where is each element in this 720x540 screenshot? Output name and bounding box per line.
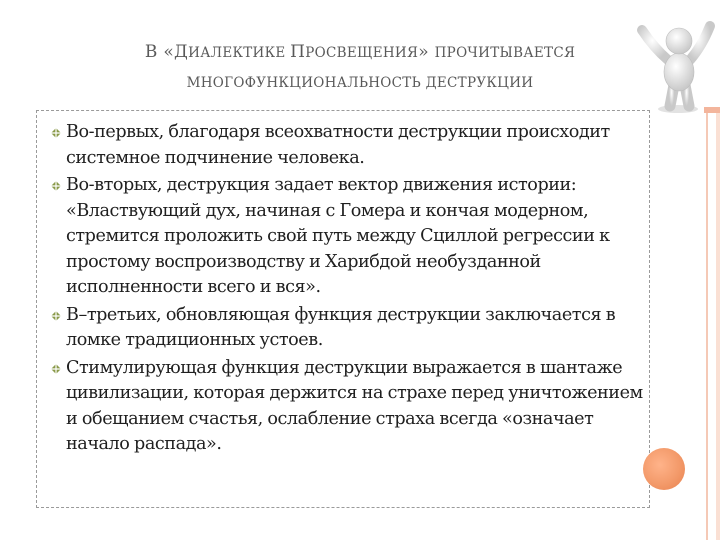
accent-stripe-far [716, 113, 720, 540]
list-item [50, 303, 650, 354]
diamond-bullet-icon [50, 310, 62, 322]
bullet-text: Стимулирующая функция деструкции выражается в шантаже цивилизации, которая держится на страхе перед уничтожением и обещанием счастья, ослабление страха всегда «означает начало распада». [66, 357, 643, 454]
bullet-list [50, 120, 650, 460]
title-part: РОСВЕЩЕНИЯ [305, 45, 419, 61]
bullet-text: В–третьих, обновляющая функция деструкции заключается в ломке традиционных устоев. [66, 304, 616, 350]
diamond-bullet-icon [50, 127, 62, 139]
accent-stripe-right [706, 113, 708, 540]
slide-title [60, 38, 660, 97]
bullet-text: Во-вторых, деструкция задает вектор движения истории: «Властвующий дух, начиная с Гомера и кончая модерном, стремится проложить свой путь между Сциллой регрессии к простому воспроизводству и Харибдой необузданной исполненности всего и вся». [66, 175, 610, 297]
list-item [50, 173, 650, 301]
diamond-bullet-icon [50, 363, 62, 375]
accent-circle [643, 448, 685, 490]
list-item [50, 120, 650, 171]
bullet-text: Во-первых, благодаря всеохватности деструкции происходит системное подчинение человека. [66, 122, 610, 168]
title-part: П [290, 42, 306, 62]
title-part: В «Д [144, 42, 189, 62]
title-part: » [418, 42, 435, 62]
list-item [50, 356, 650, 458]
cheering-person-figure [632, 10, 720, 115]
title-line-1 [60, 38, 660, 67]
title-part: ПРОЧИТЫВАЕТСЯ [434, 45, 576, 61]
title-part: ИАЛЕКТИКЕ [188, 45, 291, 61]
title-line-2: МНОГОФУНКЦИОНАЛЬНОСТЬ ДЕСТРУКЦИИ [186, 75, 534, 91]
diamond-bullet-icon [50, 180, 62, 192]
